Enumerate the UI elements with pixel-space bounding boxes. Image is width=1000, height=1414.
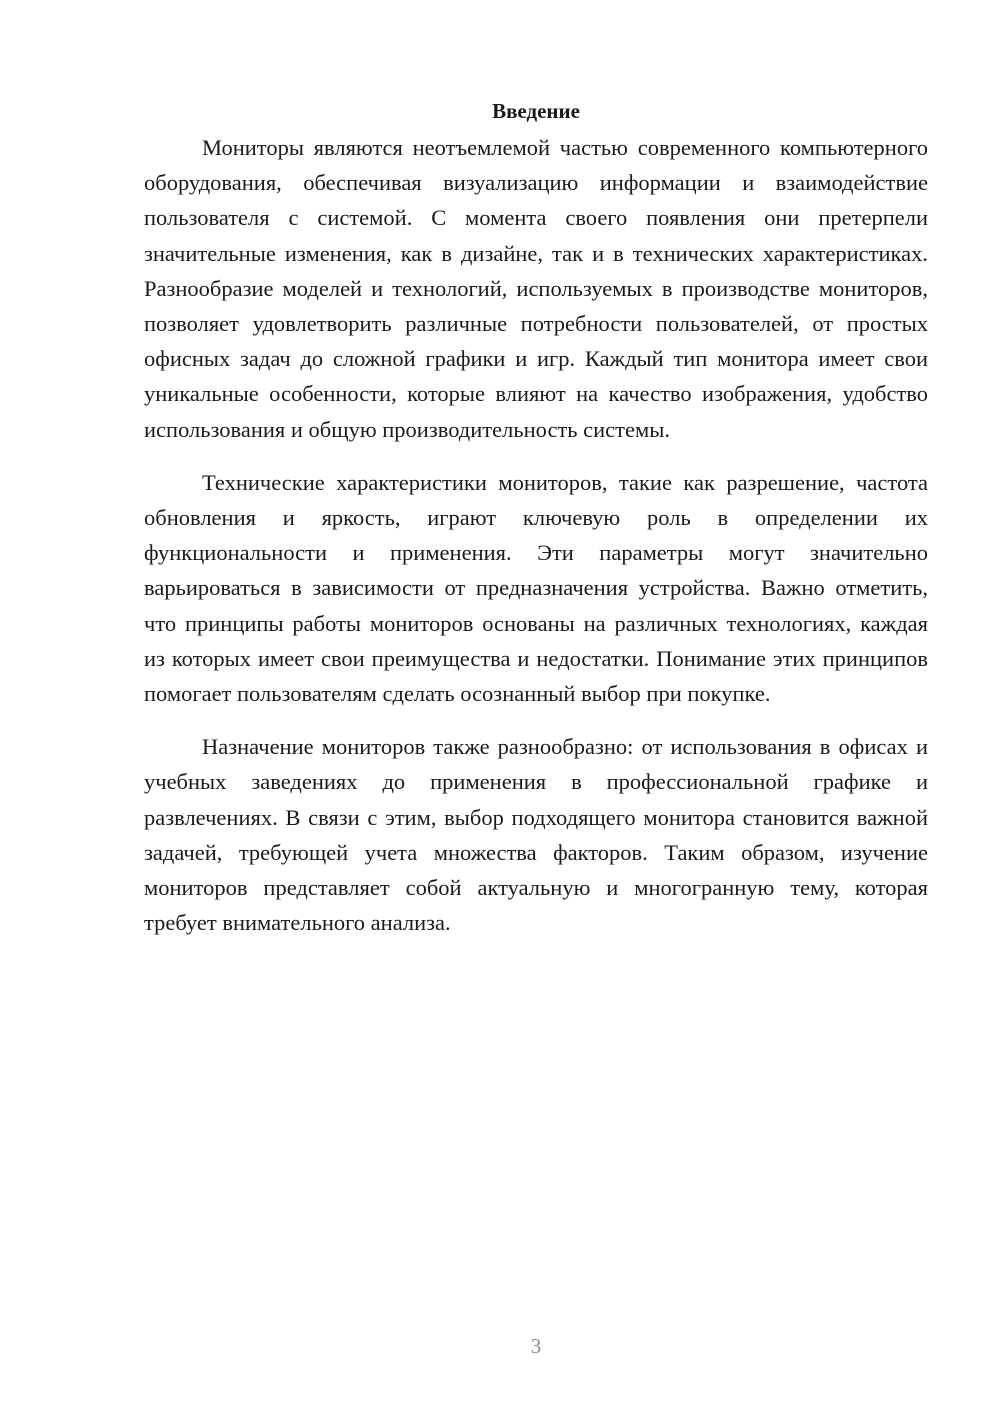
section-title: Введение [492,99,580,123]
paragraph-1: Мониторы являются неотъемлемой частью современного компьютерного оборудования, обеспечивая визуализацию информации и взаимодействие пользователя с системой. С момента своего появления они претерпели значительные изменения, как в дизайне, так и в технических характеристиках. Разнообразие моделей и технологий, используемых в производстве мониторов, позволяет удовлетворить различные потребности пользователей, от простых офисных задач до сложной графики и игр. Каждый тип монитора имеет свои уникальные особенности, которые влияют на качество изображения, удобство использования и общую производительность системы. [144,135,928,442]
page-number: 3 [530,1334,542,1358]
paragraph-2: Технические характеристики мониторов, такие как разрешение, частота обновления и яркость, играют ключевую роль в определении их функциональности и применения. Эти параметры могут значительно варьироваться в зависимости от предназначения устройства. Важно отметить, что принципы работы мониторов основаны на различных технологиях, каждая из которых имеет свои преимущества и недостатки. Понимание этих принципов помогает пользователям сделать осознанный выбор при покупке. [144,469,928,707]
paragraph-3: Назначение мониторов также разнообразно: от использования в офисах и учебных заведениях до применения в профессиональной графике и развлечениях. В связи с этим, выбор подходящего монитора становится важной задачей, требующей учета множества факторов. Таким образом, изучение мониторов представляет собой актуальную и многогранную тему, которая требует внимательного анализа. [144,734,928,936]
page-content [144,96,928,958]
